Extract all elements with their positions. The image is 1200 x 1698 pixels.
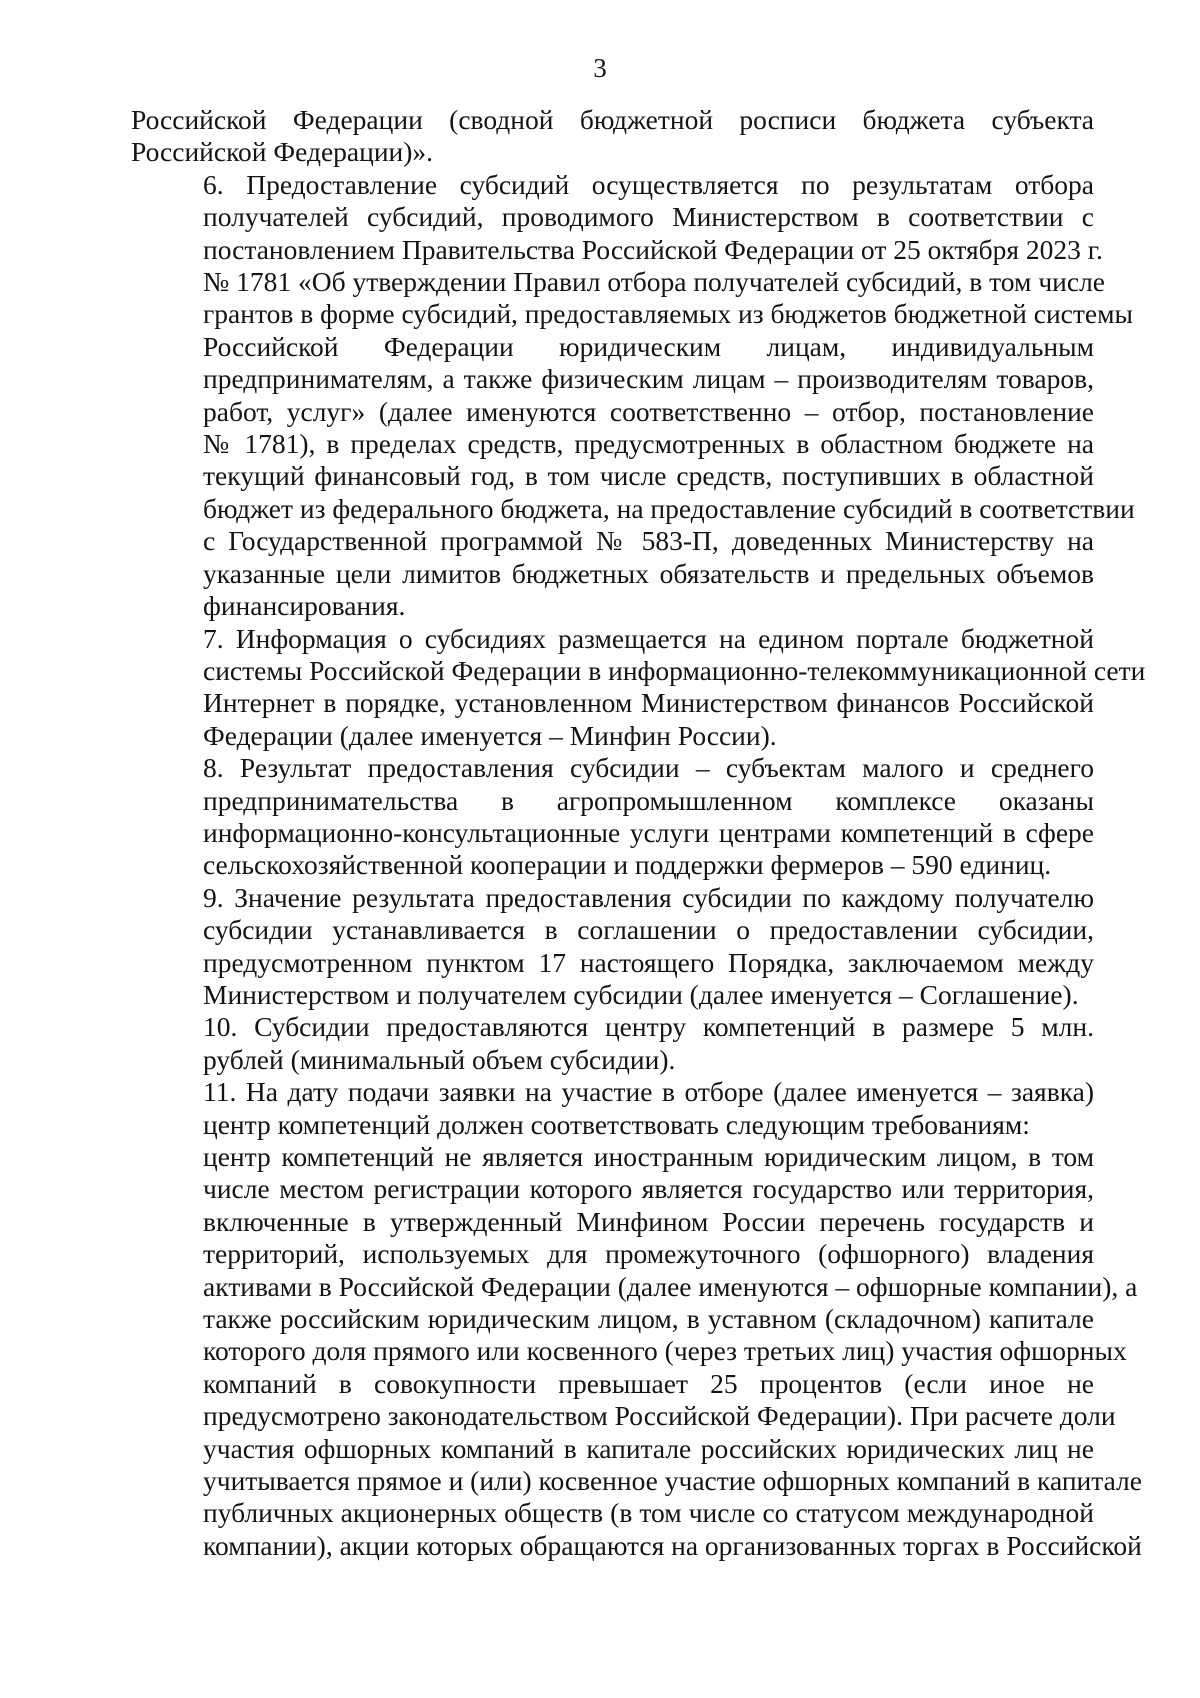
paragraph-p11a — [131, 1141, 1142, 1562]
text-line: сельскохозяйственной кооперации и поддержки фермеров – 590 единиц. — [203, 849, 1052, 881]
text-line: предпринимательства в агропромышленном комплексе оказаны — [203, 784, 1094, 816]
document-body — [131, 104, 1146, 1562]
text-line: публичных акционерных обществ (в том числе со статусом международной — [203, 1497, 1094, 1529]
paragraph-p7 — [131, 622, 1146, 753]
text-line: работ, услуг» (далее именуются соответственно – отбор, постановление — [203, 395, 1094, 427]
text-line: 9. Значение результата предоставления субсидии по каждому получателю — [203, 881, 1094, 913]
text-line: Министерством и получателем субсидии (далее именуется – Соглашение). — [203, 978, 1079, 1010]
text-line: центр компетенций не является иностранным юридическим лицом, в том — [203, 1141, 1094, 1172]
paragraph-p9 — [131, 882, 1094, 1012]
text-line: № 1781 «Об утверждении Правил отбора получателей субсидий, в том числе — [203, 266, 1105, 298]
text-line: компании), акции которых обращаются на организованных торгах в Российской — [203, 1529, 1142, 1561]
text-line: субсидии устанавливается в соглашении о предоставлении субсидии, — [203, 914, 1094, 946]
text-line: с Государственной программой № 583-П, доведенных Министерству на — [203, 525, 1094, 557]
text-line: Российской Федерации юридическим лицам, индивидуальным — [203, 330, 1094, 362]
text-line: 7. Информация о субсидиях размещается на едином портале бюджетной — [203, 622, 1094, 654]
text-line: учитывается прямое и (или) косвенное участие офшорных компаний в капитале — [203, 1465, 1142, 1497]
text-line: Российской Федерации (сводной бюджетной росписи бюджета субъекта — [131, 104, 1094, 135]
text-line: рублей (минимальный объем субсидии). — [203, 1043, 676, 1075]
page-number: 3 — [593, 53, 607, 83]
text-line: 11. На дату подачи заявки на участие в отборе (далее именуется – заявка) — [203, 1076, 1094, 1108]
text-line: активами в Российской Федерации (далее именуются – офшорные компании), а — [203, 1270, 1138, 1302]
text-line: числе местом регистрации которого является государство или территория, — [203, 1173, 1094, 1205]
text-line: 6. Предоставление субсидий осуществляется по результатам отбора — [203, 168, 1094, 200]
text-line: указанные цели лимитов бюджетных обязательств и предельных объемов — [203, 557, 1094, 589]
text-line: также российским юридическим лицом, в уставном (складочном) капитале — [203, 1303, 1094, 1335]
text-line: компаний в совокупности превышает 25 процентов (если иное не — [203, 1367, 1094, 1399]
text-line: информационно-консультационные услуги центрами компетенций в сфере — [203, 816, 1094, 848]
text-line: № 1781), в пределах средств, предусмотренных в областном бюджете на — [203, 428, 1094, 460]
text-line: включенные в утвержденный Минфином России перечень государств и — [203, 1205, 1094, 1237]
text-line: предпринимателям, а также физическим лицам – производителям товаров, — [203, 363, 1094, 395]
text-line: бюджет из федерального бюджета, на предоставление субсидий в соответствии — [203, 492, 1135, 524]
text-line: территорий, используемых для промежуточного (офшорного) владения — [203, 1238, 1094, 1270]
paragraph-p6 — [131, 168, 1135, 623]
text-line: которого доля прямого или косвенного (через третьих лиц) участия офшорных — [203, 1335, 1127, 1367]
paragraph-p0 — [131, 104, 1094, 169]
text-line: постановлением Правительства Российской Федерации от 25 октября 2023 г. — [203, 233, 1103, 265]
text-line: Российской Федерации)». — [131, 136, 434, 168]
text-line: 10. Субсидии предоставляются центру компетенций в размере 5 млн. — [203, 1011, 1094, 1043]
text-line: предусмотрено законодательством Российской Федерации). При расчете доли — [203, 1400, 1116, 1432]
text-line: 8. Результат предоставления субсидии – субъектам малого и среднего — [203, 752, 1094, 784]
text-line: Федерации (далее именуется – Минфин России). — [203, 719, 777, 751]
text-line: участия офшорных компаний в капитале российских юридических лиц не — [203, 1432, 1094, 1464]
paragraph-p11 — [131, 1076, 1094, 1141]
text-line: получателей субсидий, проводимого Министерством в соответствии с — [203, 201, 1094, 233]
text-line: системы Российской Федерации в информационно-телекоммуникационной сети — [203, 654, 1146, 686]
text-line: Интернет в порядке, установленном Министерством финансов Российской — [203, 687, 1094, 719]
text-line: финансирования. — [203, 590, 406, 622]
text-line: предусмотренном пунктом 17 настоящего Порядка, заключаемом между — [203, 946, 1094, 978]
paragraph-p8 — [131, 752, 1094, 882]
paragraph-p10 — [131, 1011, 1094, 1076]
text-line: центр компетенций должен соответствовать следующим требованиям: — [203, 1108, 1030, 1140]
text-line: грантов в форме субсидий, предоставляемых из бюджетов бюджетной системы — [203, 298, 1133, 330]
text-line: текущий финансовый год, в том числе средств, поступивших в областной — [203, 460, 1094, 492]
